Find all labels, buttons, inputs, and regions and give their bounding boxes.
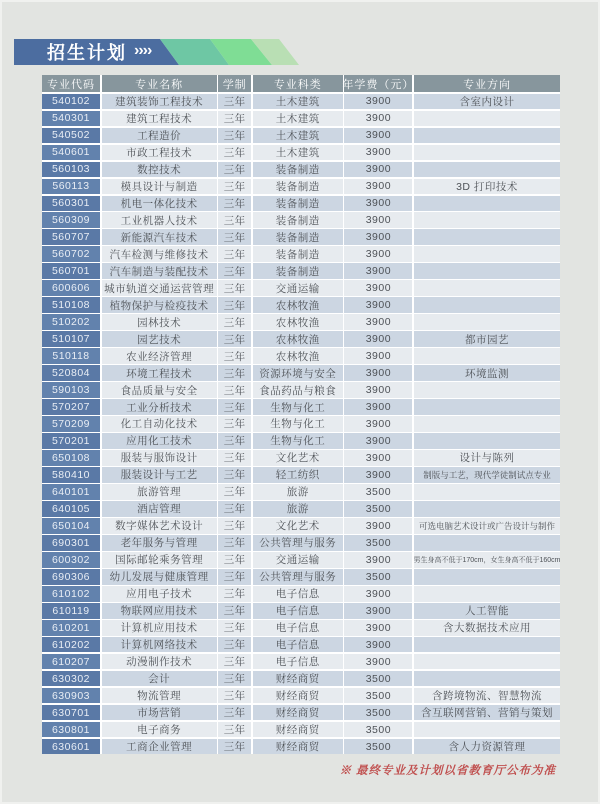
cell-tuition: 3900 bbox=[344, 128, 412, 143]
cell-category: 旅游 bbox=[253, 501, 343, 516]
cell-direction: 3D 打印技术 bbox=[414, 179, 560, 194]
cell-tuition: 3900 bbox=[344, 145, 412, 160]
cell-major-code: 580410 bbox=[42, 467, 100, 482]
cell-major-code: 510118 bbox=[42, 348, 100, 363]
cell-category: 电子信息 bbox=[253, 603, 343, 618]
cell-major-name: 动漫制作技术 bbox=[102, 654, 217, 669]
cell-direction bbox=[414, 246, 560, 261]
cell-tuition: 3900 bbox=[344, 416, 412, 431]
cell-duration: 三年 bbox=[218, 552, 251, 567]
cell-category: 土木建筑 bbox=[253, 94, 343, 109]
cell-tuition: 3500 bbox=[344, 501, 412, 516]
cell-duration: 三年 bbox=[218, 145, 251, 160]
cell-tuition: 3900 bbox=[344, 331, 412, 346]
cell-major-name: 工业分析技术 bbox=[102, 399, 217, 414]
cell-tuition: 3900 bbox=[344, 586, 412, 601]
cell-duration: 三年 bbox=[218, 382, 251, 397]
cell-category: 土木建筑 bbox=[253, 128, 343, 143]
header-direction: 专业方向 bbox=[414, 75, 560, 92]
cell-major-code: 560103 bbox=[42, 162, 100, 177]
cell-direction: 含人力资源管理 bbox=[414, 739, 560, 754]
cell-tuition: 3900 bbox=[344, 246, 412, 261]
cell-direction bbox=[414, 586, 560, 601]
cell-major-code: 560702 bbox=[42, 246, 100, 261]
cell-direction bbox=[414, 569, 560, 584]
cell-category: 装备制造 bbox=[253, 196, 343, 211]
banner-title bbox=[47, 39, 151, 65]
cell-direction: 环境监测 bbox=[414, 365, 560, 380]
cell-major-name: 汽车制造与装配技术 bbox=[102, 263, 217, 278]
cell-category: 轻工纺织 bbox=[253, 467, 343, 482]
footnote bbox=[340, 762, 556, 778]
cell-duration: 三年 bbox=[218, 196, 251, 211]
cell-major-code: 630302 bbox=[42, 671, 100, 686]
cell-duration: 三年 bbox=[218, 111, 251, 126]
cell-tuition: 3900 bbox=[344, 433, 412, 448]
cell-major-code: 540502 bbox=[42, 128, 100, 143]
cell-tuition: 3500 bbox=[344, 569, 412, 584]
header-category: 专业科类 bbox=[253, 75, 343, 92]
cell-duration: 三年 bbox=[218, 569, 251, 584]
cell-category: 装备制造 bbox=[253, 246, 343, 261]
cell-major-code: 520804 bbox=[42, 365, 100, 380]
cell-major-code: 540601 bbox=[42, 145, 100, 160]
cell-category: 财经商贸 bbox=[253, 705, 343, 720]
cell-direction bbox=[414, 111, 560, 126]
cell-category: 文化艺术 bbox=[253, 518, 343, 533]
footnote-text: ※ 最终专业及计划以省教育厅公布为准 bbox=[339, 765, 556, 777]
cell-tuition: 3900 bbox=[344, 162, 412, 177]
cell-tuition: 3900 bbox=[344, 280, 412, 295]
cell-category: 装备制造 bbox=[253, 212, 343, 227]
cell-major-name: 建筑工程技术 bbox=[102, 111, 217, 126]
cell-category: 生物与化工 bbox=[253, 416, 343, 431]
cell-major-name: 计算机应用技术 bbox=[102, 620, 217, 635]
cell-major-name: 物流管理 bbox=[102, 688, 217, 703]
cell-major-name: 汽车检测与维修技术 bbox=[102, 246, 217, 261]
cell-duration: 三年 bbox=[218, 348, 251, 363]
cell-duration: 三年 bbox=[218, 263, 251, 278]
cell-major-name: 国际邮轮乘务管理 bbox=[102, 552, 217, 567]
cell-major-code: 610102 bbox=[42, 586, 100, 601]
cell-major-name: 环境工程技术 bbox=[102, 365, 217, 380]
cell-direction bbox=[414, 162, 560, 177]
cell-tuition: 3900 bbox=[344, 314, 412, 329]
cell-major-code: 610207 bbox=[42, 654, 100, 669]
cell-direction bbox=[414, 484, 560, 499]
cell-duration: 三年 bbox=[218, 739, 251, 754]
cell-duration: 三年 bbox=[218, 128, 251, 143]
cell-direction bbox=[414, 348, 560, 363]
cell-major-code: 640105 bbox=[42, 501, 100, 516]
cell-major-code: 510107 bbox=[42, 331, 100, 346]
cell-tuition: 3500 bbox=[344, 671, 412, 686]
cell-category: 财经商贸 bbox=[253, 739, 343, 754]
cell-major-code: 560309 bbox=[42, 212, 100, 227]
cell-tuition: 3900 bbox=[344, 111, 412, 126]
header-major-name: 专业名称 bbox=[102, 75, 217, 92]
cell-tuition: 3500 bbox=[344, 535, 412, 550]
cell-major-name: 模具设计与制造 bbox=[102, 179, 217, 194]
cell-major-code: 540301 bbox=[42, 111, 100, 126]
cell-tuition: 3900 bbox=[344, 229, 412, 244]
cell-duration: 三年 bbox=[218, 586, 251, 601]
cell-major-name: 服装与服饰设计 bbox=[102, 450, 217, 465]
cell-major-code: 610202 bbox=[42, 637, 100, 652]
cell-tuition: 3900 bbox=[344, 450, 412, 465]
cell-major-name: 老年服务与管理 bbox=[102, 535, 217, 550]
cell-duration: 三年 bbox=[218, 212, 251, 227]
cell-tuition: 3900 bbox=[344, 467, 412, 482]
cell-duration: 三年 bbox=[218, 314, 251, 329]
cell-major-name: 植物保护与检疫技术 bbox=[102, 297, 217, 312]
cell-direction bbox=[414, 297, 560, 312]
cell-major-name: 机电一体化技术 bbox=[102, 196, 217, 211]
cell-major-name: 农业经济管理 bbox=[102, 348, 217, 363]
cell-direction bbox=[414, 280, 560, 295]
cell-duration: 三年 bbox=[218, 399, 251, 414]
cell-direction bbox=[414, 263, 560, 278]
cell-tuition: 3900 bbox=[344, 348, 412, 363]
cell-direction bbox=[414, 212, 560, 227]
cell-tuition: 3900 bbox=[344, 382, 412, 397]
header-major-code: 专业代码 bbox=[42, 75, 100, 92]
cell-category: 电子信息 bbox=[253, 654, 343, 669]
cell-duration: 三年 bbox=[218, 535, 251, 550]
cell-duration: 三年 bbox=[218, 705, 251, 720]
cell-tuition: 3500 bbox=[344, 722, 412, 737]
cell-tuition: 3500 bbox=[344, 705, 412, 720]
page-title: 招生计划 bbox=[47, 43, 127, 63]
cell-category: 公共管理与服务 bbox=[253, 535, 343, 550]
cell-tuition: 3900 bbox=[344, 263, 412, 278]
cell-duration: 三年 bbox=[218, 94, 251, 109]
cell-major-code: 630903 bbox=[42, 688, 100, 703]
cell-duration: 三年 bbox=[218, 416, 251, 431]
cell-duration: 三年 bbox=[218, 637, 251, 652]
cell-category: 交通运输 bbox=[253, 552, 343, 567]
cell-category: 装备制造 bbox=[253, 179, 343, 194]
cell-major-name: 物联网应用技术 bbox=[102, 603, 217, 618]
cell-tuition: 3500 bbox=[344, 688, 412, 703]
cell-direction: 设计与陈列 bbox=[414, 450, 560, 465]
cell-major-code: 590103 bbox=[42, 382, 100, 397]
cell-category: 旅游 bbox=[253, 484, 343, 499]
cell-major-code: 610119 bbox=[42, 603, 100, 618]
cell-direction bbox=[414, 501, 560, 516]
cell-major-code: 560113 bbox=[42, 179, 100, 194]
cell-tuition: 3500 bbox=[344, 739, 412, 754]
cell-duration: 三年 bbox=[218, 654, 251, 669]
cell-category: 电子信息 bbox=[253, 637, 343, 652]
cell-major-code: 510108 bbox=[42, 297, 100, 312]
cell-tuition: 3900 bbox=[344, 654, 412, 669]
cell-direction bbox=[414, 654, 560, 669]
cell-duration: 三年 bbox=[218, 162, 251, 177]
cell-category: 装备制造 bbox=[253, 263, 343, 278]
cell-major-code: 610201 bbox=[42, 620, 100, 635]
cell-duration: 三年 bbox=[218, 688, 251, 703]
cell-major-name: 市政工程技术 bbox=[102, 145, 217, 160]
cell-category: 农林牧渔 bbox=[253, 297, 343, 312]
cell-direction: 人工智能 bbox=[414, 603, 560, 618]
cell-duration: 三年 bbox=[218, 603, 251, 618]
cell-tuition: 3900 bbox=[344, 297, 412, 312]
cell-direction: 可选电脑艺术设计或广告设计与制作 bbox=[414, 518, 560, 533]
cell-tuition: 3900 bbox=[344, 518, 412, 533]
cell-duration: 三年 bbox=[218, 450, 251, 465]
cell-category: 生物与化工 bbox=[253, 433, 343, 448]
cell-major-code: 560701 bbox=[42, 263, 100, 278]
cell-direction bbox=[414, 535, 560, 550]
cell-duration: 三年 bbox=[218, 433, 251, 448]
cell-tuition: 3900 bbox=[344, 552, 412, 567]
cell-major-name: 电子商务 bbox=[102, 722, 217, 737]
cell-category: 土木建筑 bbox=[253, 145, 343, 160]
cell-major-code: 510202 bbox=[42, 314, 100, 329]
cell-major-code: 560707 bbox=[42, 229, 100, 244]
cell-major-name: 数控技术 bbox=[102, 162, 217, 177]
banner bbox=[14, 39, 299, 65]
cell-category: 财经商贸 bbox=[253, 722, 343, 737]
cell-direction bbox=[414, 229, 560, 244]
cell-major-name: 应用化工技术 bbox=[102, 433, 217, 448]
enrollment-table bbox=[42, 75, 560, 754]
cell-tuition: 3900 bbox=[344, 196, 412, 211]
cell-direction bbox=[414, 196, 560, 211]
cell-major-name: 市场营销 bbox=[102, 705, 217, 720]
cell-major-code: 600606 bbox=[42, 280, 100, 295]
cell-category: 装备制造 bbox=[253, 229, 343, 244]
cell-major-code: 570209 bbox=[42, 416, 100, 431]
cell-direction bbox=[414, 722, 560, 737]
cell-tuition: 3900 bbox=[344, 365, 412, 380]
cell-major-code: 690306 bbox=[42, 569, 100, 584]
cell-direction bbox=[414, 637, 560, 652]
cell-major-name: 新能源汽车技术 bbox=[102, 229, 217, 244]
cell-tuition: 3900 bbox=[344, 637, 412, 652]
cell-tuition: 3900 bbox=[344, 212, 412, 227]
cell-duration: 三年 bbox=[218, 365, 251, 380]
cell-major-name: 城市轨道交通运营管理 bbox=[102, 280, 217, 295]
cell-major-name: 幼儿发展与健康管理 bbox=[102, 569, 217, 584]
cell-category: 财经商贸 bbox=[253, 671, 343, 686]
cell-major-name: 建筑装饰工程技术 bbox=[102, 94, 217, 109]
cell-direction bbox=[414, 128, 560, 143]
cell-major-name: 工商企业管理 bbox=[102, 739, 217, 754]
cell-category: 电子信息 bbox=[253, 586, 343, 601]
cell-major-code: 540102 bbox=[42, 94, 100, 109]
cell-direction: 男生身高不低于170cm，女生身高不低于160cm bbox=[414, 552, 560, 567]
cell-direction bbox=[414, 671, 560, 686]
cell-major-code: 640101 bbox=[42, 484, 100, 499]
cell-direction: 含大数据技术应用 bbox=[414, 620, 560, 635]
cell-direction: 含跨境物流、智慧物流 bbox=[414, 688, 560, 703]
cell-duration: 三年 bbox=[218, 179, 251, 194]
cell-major-code: 560301 bbox=[42, 196, 100, 211]
cell-duration: 三年 bbox=[218, 229, 251, 244]
cell-major-name: 园林技术 bbox=[102, 314, 217, 329]
cell-category: 电子信息 bbox=[253, 620, 343, 635]
cell-duration: 三年 bbox=[218, 484, 251, 499]
cell-category: 食品药品与粮食 bbox=[253, 382, 343, 397]
cell-major-code: 630801 bbox=[42, 722, 100, 737]
cell-major-name: 会计 bbox=[102, 671, 217, 686]
cell-category: 文化艺术 bbox=[253, 450, 343, 465]
cell-duration: 三年 bbox=[218, 246, 251, 261]
cell-category: 农林牧渔 bbox=[253, 314, 343, 329]
cell-major-name: 旅游管理 bbox=[102, 484, 217, 499]
cell-tuition: 3500 bbox=[344, 484, 412, 499]
cell-major-name: 应用电子技术 bbox=[102, 586, 217, 601]
chevrons-icon: ›››› bbox=[134, 42, 152, 59]
cell-duration: 三年 bbox=[218, 722, 251, 737]
cell-major-name: 化工自动化技术 bbox=[102, 416, 217, 431]
cell-category: 财经商贸 bbox=[253, 688, 343, 703]
cell-duration: 三年 bbox=[218, 501, 251, 516]
cell-category: 交通运输 bbox=[253, 280, 343, 295]
cell-direction: 制版与工艺，现代学徒制试点专业 bbox=[414, 467, 560, 482]
cell-direction bbox=[414, 433, 560, 448]
cell-major-code: 570207 bbox=[42, 399, 100, 414]
cell-category: 资源环境与安全 bbox=[253, 365, 343, 380]
cell-major-name: 工程造价 bbox=[102, 128, 217, 143]
cell-duration: 三年 bbox=[218, 671, 251, 686]
cell-major-name: 计算机网络技术 bbox=[102, 637, 217, 652]
cell-tuition: 3900 bbox=[344, 179, 412, 194]
cell-duration: 三年 bbox=[218, 620, 251, 635]
cell-major-code: 570201 bbox=[42, 433, 100, 448]
cell-category: 公共管理与服务 bbox=[253, 569, 343, 584]
header-duration: 学制 bbox=[218, 75, 251, 92]
cell-category: 装备制造 bbox=[253, 162, 343, 177]
cell-major-name: 酒店管理 bbox=[102, 501, 217, 516]
cell-major-name: 数字媒体艺术设计 bbox=[102, 518, 217, 533]
cell-tuition: 3900 bbox=[344, 94, 412, 109]
cell-major-code: 600302 bbox=[42, 552, 100, 567]
cell-duration: 三年 bbox=[218, 280, 251, 295]
cell-direction: 含互联网营销、营销与策划 bbox=[414, 705, 560, 720]
cell-direction: 都市园艺 bbox=[414, 331, 560, 346]
cell-category: 生物与化工 bbox=[253, 399, 343, 414]
cell-category: 土木建筑 bbox=[253, 111, 343, 126]
header-tuition: 年学费（元） bbox=[344, 75, 412, 92]
cell-category: 农林牧渔 bbox=[253, 348, 343, 363]
cell-direction: 含室内设计 bbox=[414, 94, 560, 109]
cell-major-name: 园艺技术 bbox=[102, 331, 217, 346]
cell-direction bbox=[414, 145, 560, 160]
cell-major-code: 630701 bbox=[42, 705, 100, 720]
cell-duration: 三年 bbox=[218, 467, 251, 482]
cell-major-name: 食品质量与安全 bbox=[102, 382, 217, 397]
cell-duration: 三年 bbox=[218, 297, 251, 312]
cell-direction bbox=[414, 382, 560, 397]
cell-duration: 三年 bbox=[218, 518, 251, 533]
cell-major-code: 650108 bbox=[42, 450, 100, 465]
cell-duration: 三年 bbox=[218, 331, 251, 346]
cell-direction bbox=[414, 399, 560, 414]
cell-tuition: 3900 bbox=[344, 399, 412, 414]
cell-tuition: 3900 bbox=[344, 620, 412, 635]
cell-direction bbox=[414, 416, 560, 431]
cell-major-code: 650104 bbox=[42, 518, 100, 533]
cell-major-code: 690301 bbox=[42, 535, 100, 550]
cell-tuition: 3900 bbox=[344, 603, 412, 618]
cell-direction bbox=[414, 314, 560, 329]
cell-category: 农林牧渔 bbox=[253, 331, 343, 346]
cell-major-name: 工业机器人技术 bbox=[102, 212, 217, 227]
cell-major-code: 630601 bbox=[42, 739, 100, 754]
cell-major-name: 服装设计与工艺 bbox=[102, 467, 217, 482]
